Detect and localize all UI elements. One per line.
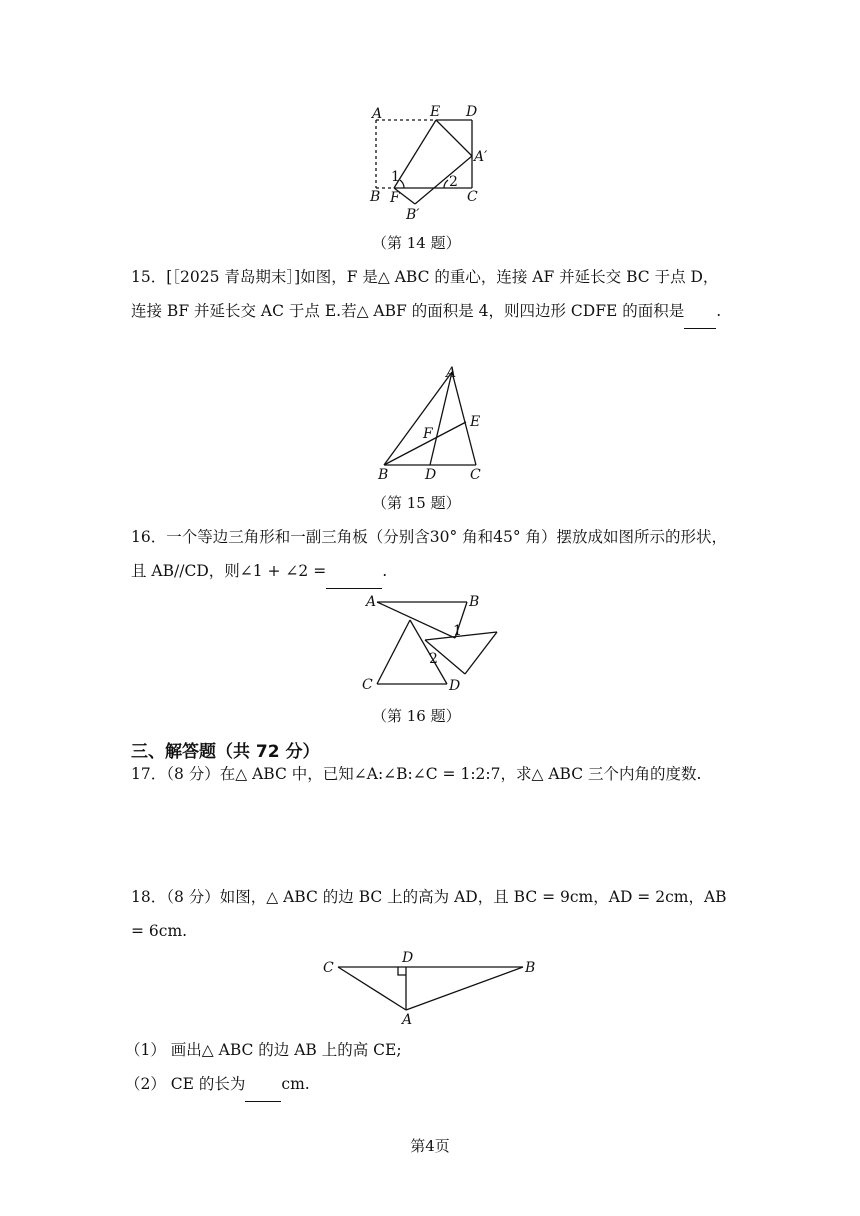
angle-2-label: 2 <box>449 174 458 190</box>
question-18-part-2 <box>125 1067 725 1102</box>
label-B-prime: B′ <box>406 207 420 223</box>
question-17: 17．（8 分）在△ ABC 中，已知∠A:∠B:∠C = 1:2:7，求△ ABC 三个内角的度数. <box>131 765 702 783</box>
question-16-end: . <box>382 562 388 580</box>
label-D: D <box>402 950 414 966</box>
label-C: C <box>323 960 334 976</box>
label-D: D <box>466 104 478 120</box>
question-15 <box>131 260 731 329</box>
question-16 <box>131 520 731 589</box>
answer-blank-16 <box>326 554 382 589</box>
question-15-end: . <box>716 302 722 320</box>
part-2-text: （2） CE 的长为 <box>125 1075 246 1093</box>
label-A: A <box>446 365 457 381</box>
figure-15-caption: （第 15 题） <box>372 494 461 512</box>
label-C: C <box>467 189 478 205</box>
label-F: F <box>390 190 400 206</box>
figure-15 <box>372 362 492 484</box>
label-C: C <box>470 467 481 483</box>
figure-16 <box>355 590 510 700</box>
label-A: A <box>402 1012 413 1028</box>
answer-blank-15 <box>684 294 716 329</box>
label-B: B <box>469 594 480 610</box>
figure-18 <box>318 948 543 1030</box>
angle-1-label: 1 <box>391 169 400 185</box>
label-E: E <box>430 104 441 120</box>
page-number: 第4页 <box>410 1137 450 1155</box>
label-D: D <box>449 678 461 694</box>
label-B: B <box>370 189 381 205</box>
label-D: D <box>425 467 437 483</box>
question-15-text: 15．[［2025 青岛期末］]如图，F 是△ ABC 的重心，连接 AF 并延长交 BC 于点 D，连接 BF 并延长交 AC 于点 E.若△ ABF 的面积是 4，则四边形 CDFE 的面积是 <box>131 268 719 320</box>
label-F: F <box>423 426 433 442</box>
figure-14-caption: （第 14 题） <box>372 234 461 252</box>
angle-2-label: 2 <box>429 651 438 667</box>
figure-16-caption: （第 16 题） <box>372 707 461 725</box>
label-A: A <box>372 106 383 122</box>
label-C: C <box>362 677 373 693</box>
label-B: B <box>378 467 389 483</box>
question-16-text: 16．一个等边三角形和一副三角板（分别含30° 角和45° 角）摆放成如图所示的形状，且 AB//CD，则∠1 + ∠2 = <box>131 528 728 580</box>
question-18: 18．（8 分）如图，△ ABC 的边 BC 上的高为 AD，且 BC = 9cm，AD = 2cm，AB = 6cm. <box>131 888 727 940</box>
answer-blank-18 <box>245 1067 281 1102</box>
figure-14 <box>360 100 500 225</box>
label-A: A <box>366 594 377 610</box>
question-18-part-1: （1） 画出△ ABC 的边 AB 上的高 CE; <box>125 1041 402 1059</box>
label-E: E <box>470 414 481 430</box>
label-A-prime: A′ <box>474 149 488 165</box>
angle-1-label: 1 <box>453 623 462 639</box>
section-title: 三、解答题（共 72 分） <box>131 742 320 762</box>
label-B: B <box>525 960 536 976</box>
part-2-unit: cm. <box>281 1075 310 1093</box>
